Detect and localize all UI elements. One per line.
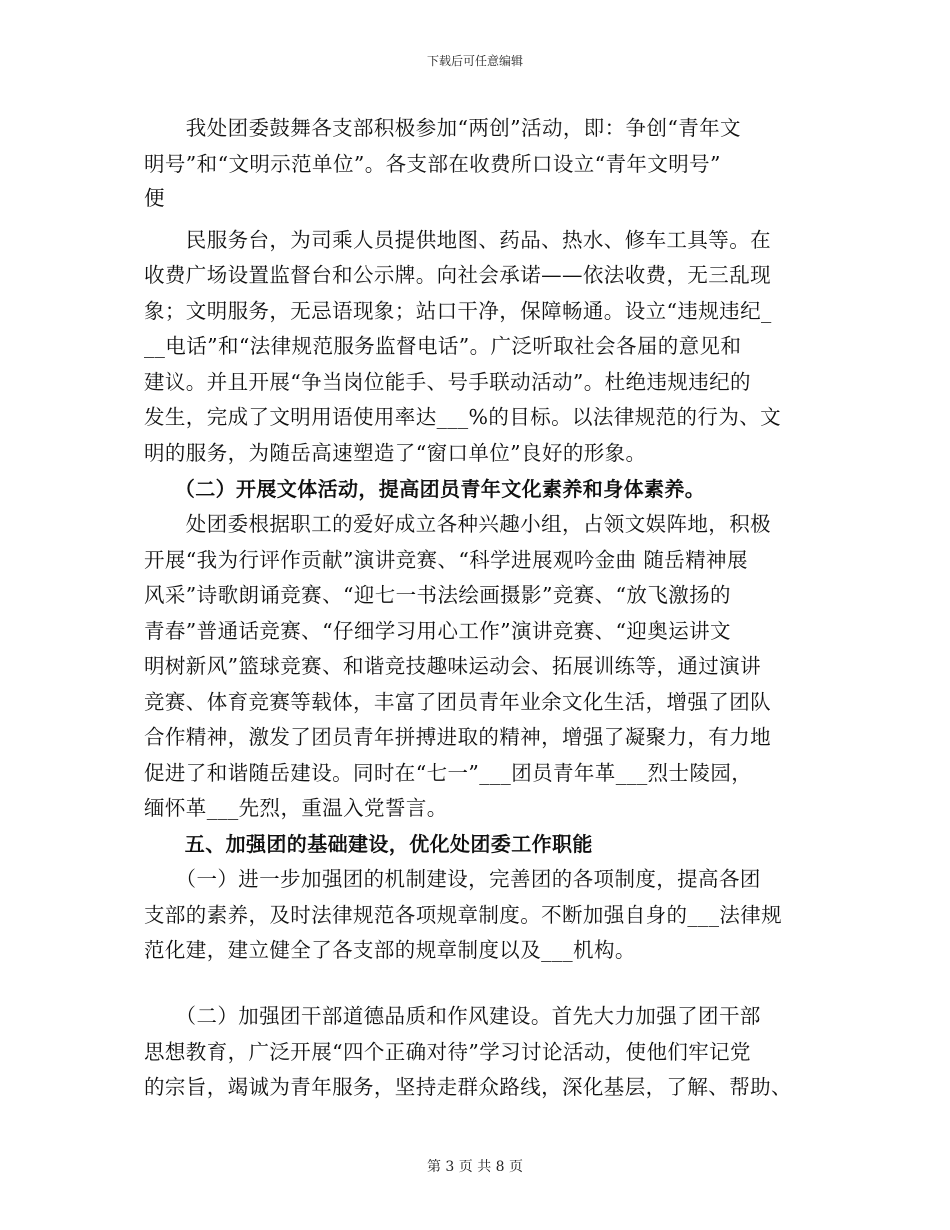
body-line: 合作精神，激发了团员青年拼搏进取的精神，增强了凝聚力，有力地 <box>144 725 771 749</box>
body-line: 收费广场设置监督台和公示牌。向社会承诺——依法收费，无三乱现 <box>144 263 771 287</box>
body-line: 青春”普通话竞赛、“仔细学习用心工作”演讲竞赛、“迎奥运讲文 <box>144 619 731 643</box>
body-line: 风采”诗歌朗诵竞赛、“迎七一书法绘画摄影”竞赛、“放飞激扬的 <box>144 583 731 607</box>
section-heading: 五、加强团的基础建设，优化处团委工作职能 <box>144 832 593 856</box>
body-line: 促进了和谐随岳建设。同时在“七一”___团员青年革___烈士陵园， <box>144 761 753 785</box>
body-line: 明树新风”篮球竞赛、和谐竞技趣味运动会、拓展训练等，通过演讲 <box>144 654 761 678</box>
body-line: 处团委根据职工的爱好成立各种兴趣小组，占领文娱阵地，积极 <box>144 512 771 536</box>
body-line: 建议。并且开展“争当岗位能手、号手联动活动”。杜绝违规违纪的 <box>144 370 751 394</box>
body-line: 思想教育，广泛开展“四个正确对待”学习讨论活动，使他们牢记党 <box>144 1040 751 1064</box>
body-line: 竞赛、体育竞赛等载体，丰富了团员青年业余文化生活，增强了团队 <box>144 690 771 714</box>
body-line: 象；文明服务，无忌语现象；站口干净，保障畅通。设立“违规违纪_ <box>144 299 772 323</box>
body-line: 明的服务，为随岳高速塑造了“窗口单位”良好的形象。 <box>144 441 647 465</box>
body-line: （一）进一步加强团的机制建设，完善团的各项制度，提高各团 <box>144 867 761 891</box>
body-line: 缅怀革___先烈，重温入党誓言。 <box>144 796 448 820</box>
body-line: __电话”和“法律规范服务监督电话”。广泛听取社会各届的意见和 <box>144 334 742 358</box>
body-line: 开展“我为行评作贡献”演讲竞赛、“科学进展观吟金曲 随岳精神展 <box>144 548 748 572</box>
body-line: 的宗旨，竭诚为青年服务，坚持走群众路线，深化基层，了解、帮助、 <box>144 1075 792 1099</box>
body-line: 支部的素养，及时法律规范各项规章制度。不断加强自身的___法律规 <box>144 903 783 927</box>
section-heading: （二）开展文体活动，提高团员青年文化素养和身体素养。 <box>144 477 706 501</box>
body-line: 我处团委鼓舞各支部积极参加“两创”活动，即：争创“青年文 <box>144 116 741 140</box>
body-line: （二）加强团干部道德品质和作风建设。首先大力加强了团干部 <box>144 1004 761 1028</box>
body-line: 发生，完成了文明用语使用率达___%的目标。以法律规范的行为、文 <box>144 405 782 429</box>
body-line: 便 <box>144 186 165 210</box>
page-footer: 第 3 页 共 8 页 <box>426 1159 524 1175</box>
page-header: 下载后可任意编辑 <box>426 54 523 68</box>
body-line: 民服务台，为司乘人员提供地图、药品、热水、修车工具等。在 <box>144 228 771 252</box>
body-line: 明号”和“文明示范单位”。各支部在收费所口设立“青年文明号” <box>144 152 721 176</box>
body-line: 范化建，建立健全了各支部的规章制度以及___机构。 <box>144 938 636 962</box>
